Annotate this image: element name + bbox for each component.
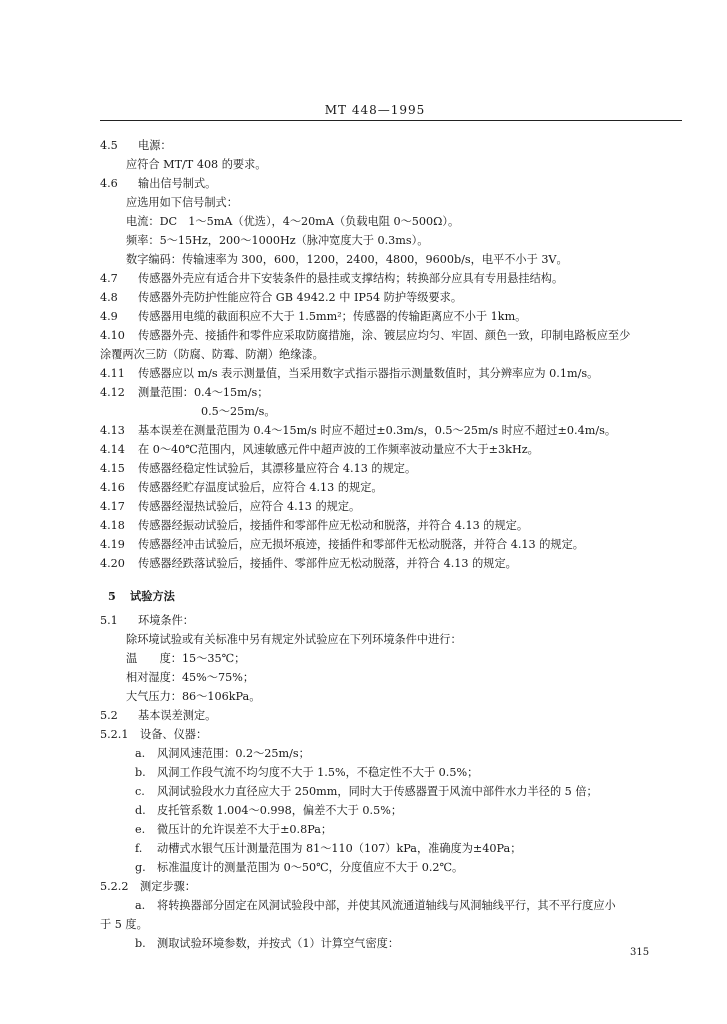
item-text: 动槽式水银气压计测量范围为 81～110（107）kPa，准确度为±40Pa； <box>157 842 522 855</box>
section-number: 5 <box>108 589 116 603</box>
clause-text: 传感器外壳防护性能应符合 GB 4942.2 中 IP54 防护等级要求。 <box>138 291 463 304</box>
clause-number: 5.2.1 <box>100 728 129 741</box>
clause-number: 4.11 <box>100 367 125 380</box>
clause-4-18 <box>100 519 528 533</box>
clause-number: 4.5 <box>100 139 118 152</box>
clause-text: 传感器经稳定性试验后，其漂移量应符合 4.13 的规定。 <box>138 462 417 475</box>
clause-4-20 <box>100 557 517 571</box>
clause-text: 传感器应以 m/s 表示测量值，当采用数字式指示器指示测量数值时，其分辨率应为 0.1m/s。 <box>138 367 599 380</box>
paragraph-text: 除环境试验或有关标准中另有规定外试验应在下列环境条件中进行： <box>126 633 462 646</box>
item-text: 将转换器部分固定在风洞试验段中部，并使其风流通道轴线与风洞轴线平行，其不平行度应小 <box>157 899 616 912</box>
clause-4-14 <box>100 443 539 457</box>
paragraph-text: 大气压力：86～106kPa。 <box>126 690 261 703</box>
clause-text: 基本误差测定。 <box>138 709 217 722</box>
item-label: b. <box>135 937 146 950</box>
clause-4-16 <box>100 481 383 495</box>
clause-text: 传感器经贮存温度试验后，应符合 4.13 的规定。 <box>138 481 383 494</box>
section-title: 试验方法 <box>130 589 175 603</box>
paragraph-text: 于 5 度。 <box>100 918 148 931</box>
clause-text: 传感器外壳应有适合井下安装条件的悬挂或支撑结构；转换部分应具有专用悬挂结构。 <box>138 272 564 285</box>
clause-4-9 <box>100 310 526 324</box>
clause-number: 4.19 <box>100 538 125 551</box>
paragraph-line <box>126 215 459 229</box>
step-item-b <box>135 937 399 951</box>
list-item-f <box>135 842 521 856</box>
paragraph-text: 应选用如下信号制式： <box>126 196 238 209</box>
clause-text: 传感器经跌落试验后，接插件、零部件应无松动脱落，并符合 4.13 的规定。 <box>138 557 517 570</box>
clause-5-2 <box>100 709 216 723</box>
paragraph-text: 0.5～25m/s。 <box>201 405 276 418</box>
list-item-a <box>135 747 310 761</box>
clause-4-19 <box>100 538 584 552</box>
paragraph-line <box>126 158 266 172</box>
paragraph-text: 相对湿度：45%～75%； <box>126 671 255 684</box>
paragraph-line <box>201 405 276 419</box>
clause-4-10 <box>100 329 630 343</box>
clause-number: 5.2 <box>100 709 118 722</box>
clause-number: 4.7 <box>100 272 118 285</box>
clause-number: 4.18 <box>100 519 125 532</box>
page-number: 315 <box>630 947 650 958</box>
clause-4-13 <box>100 424 616 438</box>
paragraph-line <box>100 348 324 362</box>
clause-number: 4.20 <box>100 557 125 570</box>
item-label: d. <box>135 804 146 817</box>
clause-4-7 <box>100 272 563 286</box>
paragraph-line <box>100 918 148 932</box>
clause-4-6 <box>100 177 216 191</box>
item-label: b. <box>135 766 146 779</box>
clause-text: 输出信号制式。 <box>138 177 217 190</box>
clause-number: 4.14 <box>100 443 125 456</box>
paragraph-line <box>126 253 568 267</box>
clause-number: 4.9 <box>100 310 118 323</box>
clause-number: 4.17 <box>100 500 125 513</box>
clause-text: 电源： <box>138 139 172 152</box>
clause-number: 4.15 <box>100 462 125 475</box>
item-label: a. <box>135 747 146 760</box>
list-item-d <box>135 804 402 818</box>
clause-text: 设备、仪器： <box>140 728 208 741</box>
paragraph-line <box>126 633 462 647</box>
clause-4-15 <box>100 462 416 476</box>
clause-text: 基本误差在测量范围为 0.4～15m/s 时应不超过±0.3m/s，0.5～25m/s 时应不超过±0.4m/s。 <box>138 424 617 437</box>
item-text: 风洞风速范围：0.2～25m/s； <box>157 747 310 760</box>
item-label: c. <box>135 785 145 798</box>
item-label: f. <box>135 842 143 855</box>
item-label: e. <box>135 823 146 836</box>
clause-number: 4.16 <box>100 481 125 494</box>
item-text: 测取试验环境参数，并按式（1）计算空气密度： <box>157 937 400 950</box>
paragraph-line <box>126 196 238 210</box>
clause-4-11 <box>100 367 598 381</box>
clause-5-1 <box>100 614 194 628</box>
paragraph-text: 涂覆两次三防（防腐、防霉、防潮）绝缘漆。 <box>100 348 324 361</box>
clause-text: 环境条件： <box>138 614 194 627</box>
clause-4-8 <box>100 291 462 305</box>
list-item-g <box>135 861 463 875</box>
paragraph-text: 频率：5～15Hz，200～1000Hz（脉冲宽度大于 0.3ms）。 <box>126 234 429 247</box>
clause-number: 4.13 <box>100 424 125 437</box>
item-label: a. <box>135 899 146 912</box>
clause-5-2-1 <box>100 728 207 742</box>
clause-text: 传感器经振动试验后，接插件和零部件应无松动和脱落，并符合 4.13 的规定。 <box>138 519 529 532</box>
env-humidity <box>126 671 254 685</box>
clause-number: 5.1 <box>100 614 118 627</box>
clause-number: 4.8 <box>100 291 118 304</box>
env-temperature <box>126 652 245 666</box>
item-text: 风洞工作段气流不均匀度不大于 1.5%，不稳定性不大于 0.5%； <box>157 766 479 779</box>
item-text: 风洞试验段水力直径应大于 250mm，同时大于传感器置于风流中部件水力半径的 5 倍； <box>157 785 598 798</box>
paragraph-text: 温 度：15～35℃； <box>126 652 246 665</box>
header-rule <box>100 120 682 121</box>
clause-number: 5.2.2 <box>100 880 129 893</box>
paragraph-text: 电流：DC 1～5mA（优选），4～20mA（负载电阻 0～500Ω）。 <box>126 215 460 228</box>
clause-text: 传感器外壳、接插件和零件应采取防腐措施，涂、镀层应均匀、牢固、颜色一致，印制电路板应至少 <box>138 329 631 342</box>
clause-5-2-2 <box>100 880 196 894</box>
clause-text: 测量范围：0.4～15m/s； <box>138 386 269 399</box>
paragraph-text: 应符合 MT/T 408 的要求。 <box>126 158 267 171</box>
clause-number: 4.10 <box>100 329 125 342</box>
item-label: g. <box>135 861 146 874</box>
clause-4-12 <box>100 386 268 400</box>
step-item-a <box>135 899 616 913</box>
clause-text: 测定步骤： <box>140 880 196 893</box>
section-5-heading <box>108 589 175 603</box>
list-item-e <box>135 823 332 837</box>
clause-4-17 <box>100 500 360 514</box>
paragraph-text: 数字编码：传输速率为 300，600，1200，2400，4800，9600b/s，电平不小于 3V。 <box>126 253 568 266</box>
clause-text: 传感器经冲击试验后，应无损坏痕迹，接插件和零部件无松动脱落，并符合 4.13 的规定。 <box>138 538 584 551</box>
clause-number: 4.12 <box>100 386 125 399</box>
item-text: 标准温度计的测量范围为 0～50℃，分度值应不大于 0.2℃。 <box>157 861 464 874</box>
clause-number: 4.6 <box>100 177 118 190</box>
clause-text: 传感器经湿热试验后，应符合 4.13 的规定。 <box>138 500 361 513</box>
item-text: 微压计的允许误差不大于±0.8Pa； <box>157 823 333 836</box>
list-item-c <box>135 785 598 799</box>
list-item-b <box>135 766 478 780</box>
env-pressure <box>126 690 260 704</box>
paragraph-line <box>126 234 428 248</box>
clause-text: 传感器用电缆的截面积应不大于 1.5mm²；传感器的传输距离应不小于 1km。 <box>138 310 527 323</box>
item-text: 皮托管系数 1.004～0.998，偏差不大于 0.5%； <box>157 804 403 817</box>
standard-header-title: MT 448—1995 <box>324 103 426 117</box>
clause-4-5 <box>100 139 172 153</box>
clause-text: 在 0～40℃范围内，风速敏感元件中超声波的工作频率波动量应不大于±3kHz。 <box>138 443 539 456</box>
